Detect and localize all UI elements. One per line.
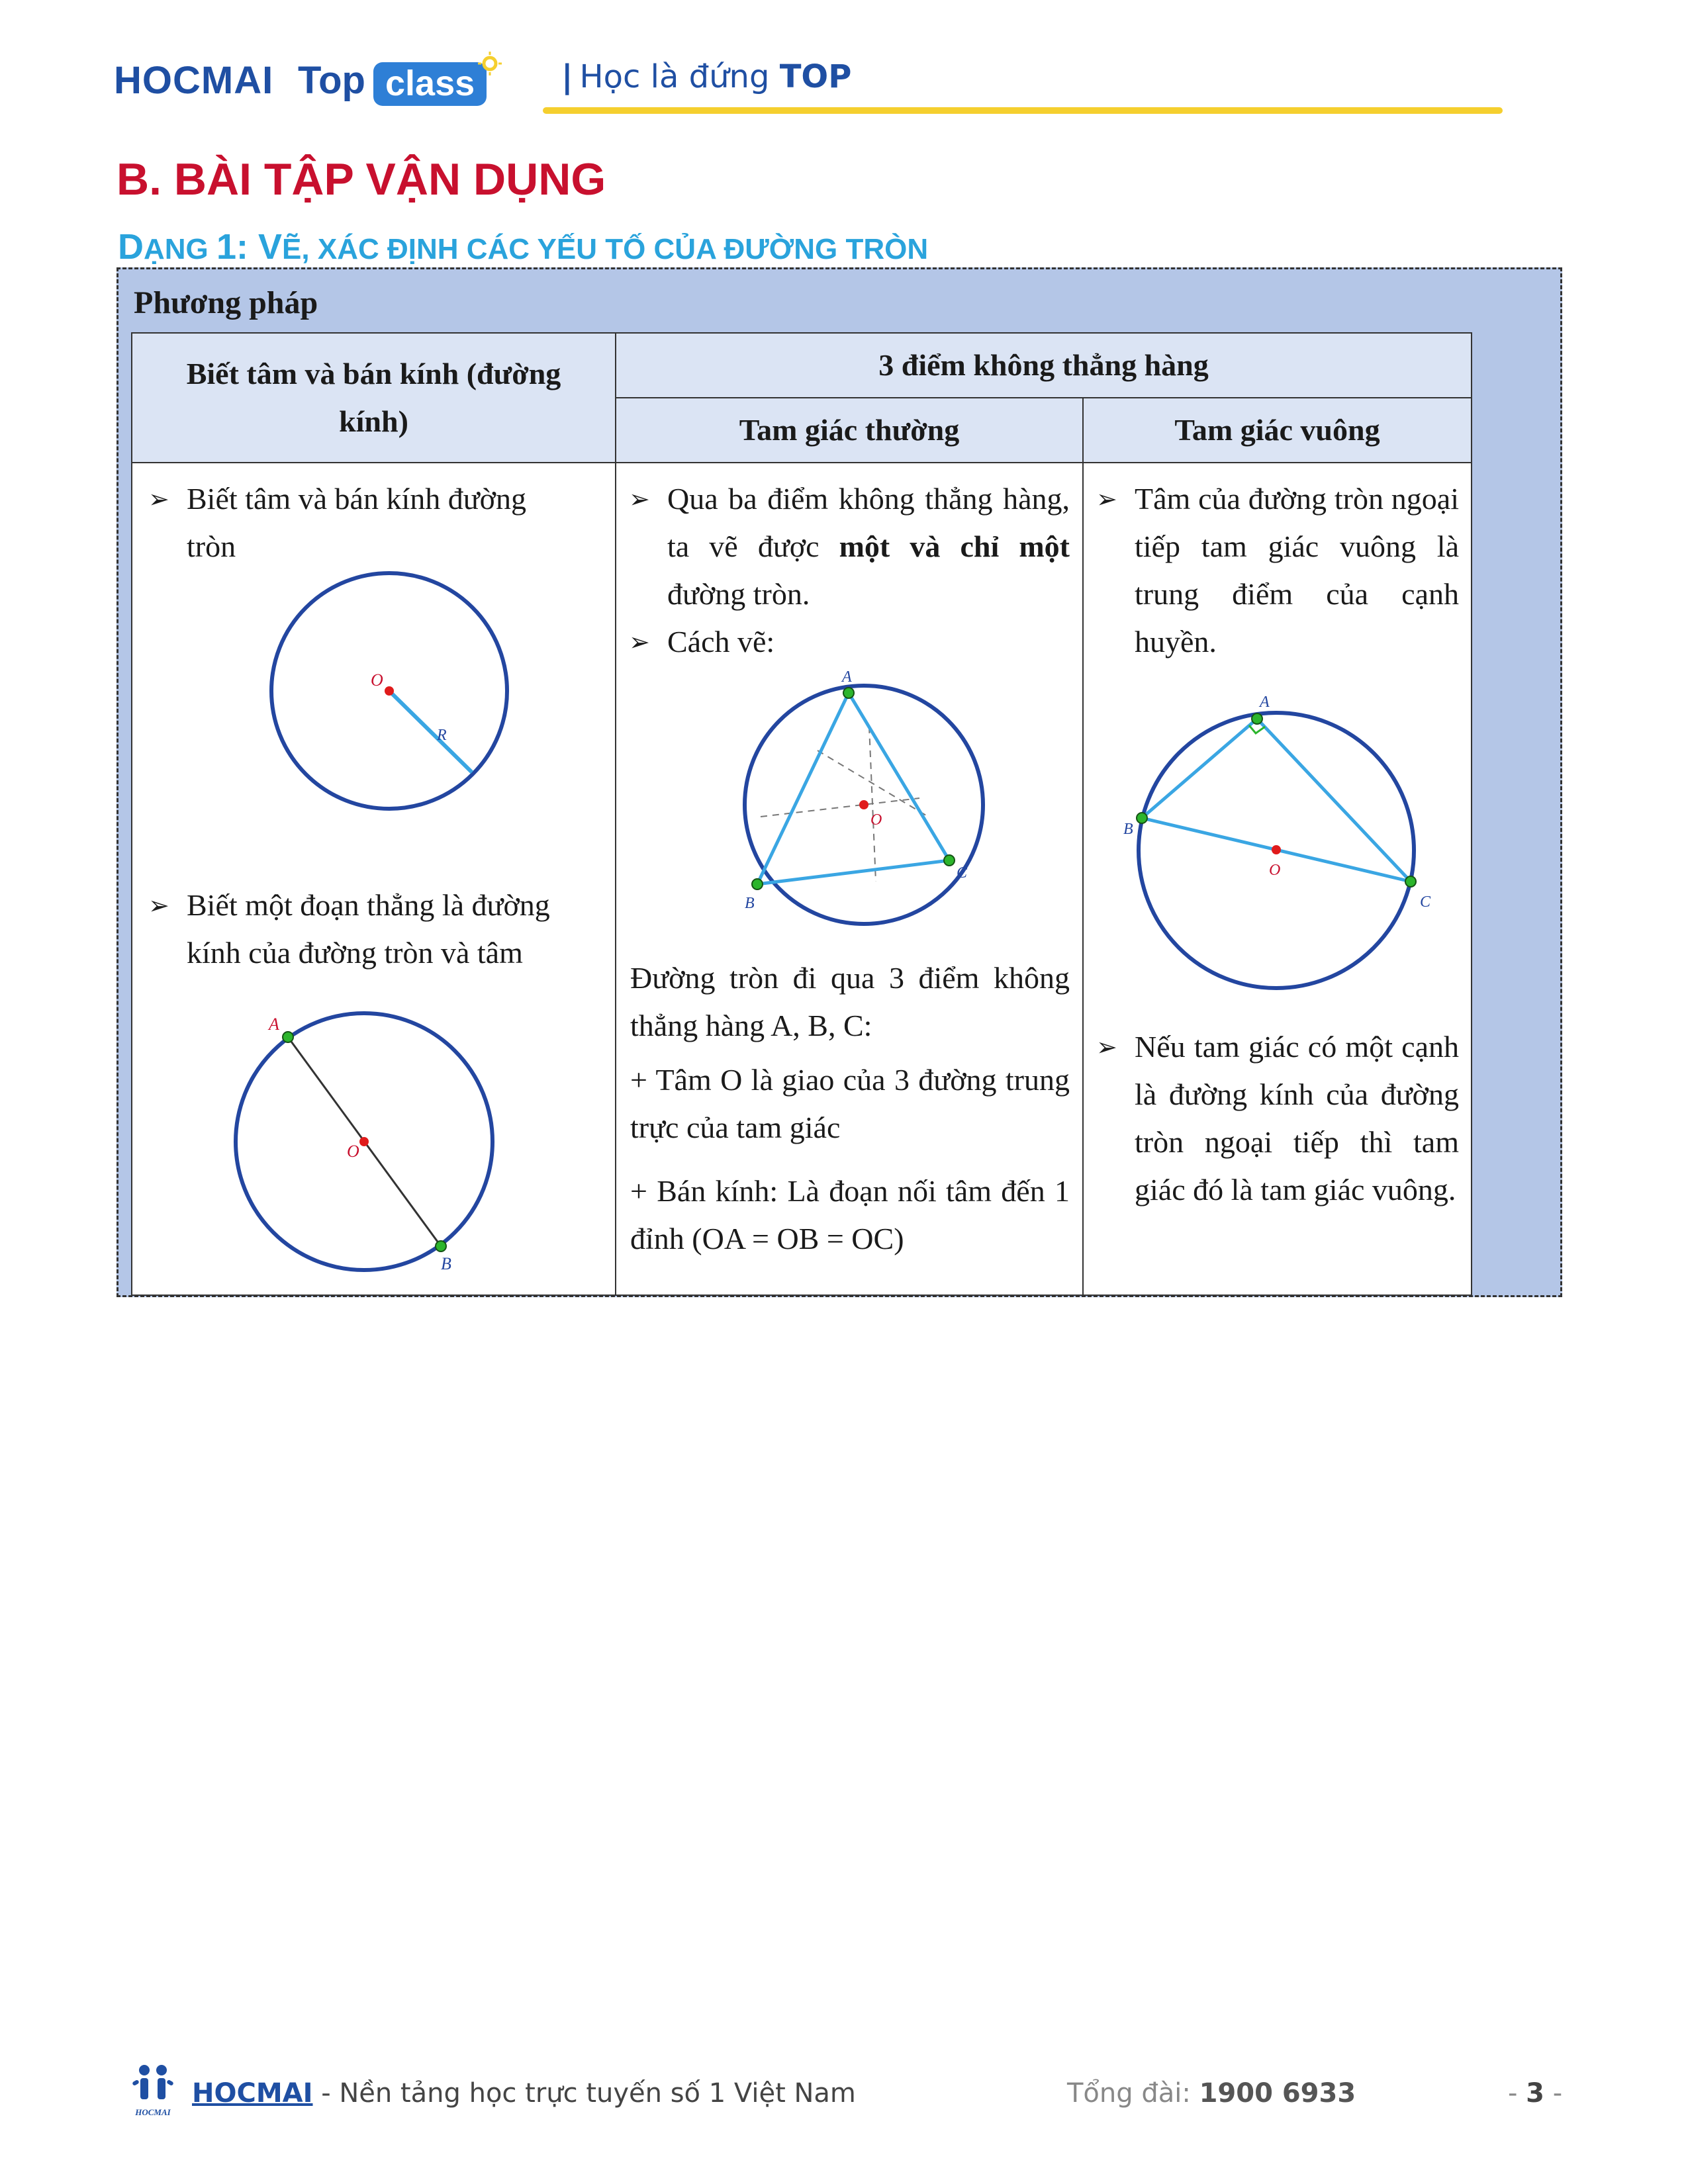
point-b	[1137, 813, 1147, 823]
point-a	[1252, 713, 1262, 724]
label-b: B	[745, 895, 755, 912]
subsection-title	[118, 226, 928, 267]
header-underline	[543, 107, 1503, 114]
point-a	[283, 1032, 293, 1042]
label-a: A	[269, 1015, 279, 1034]
col3-header-cell	[1082, 397, 1472, 463]
col2-bullet-2	[629, 618, 1070, 666]
arrow-bullet-icon: ➢	[1096, 484, 1117, 514]
col2-bullet-1	[629, 475, 1070, 618]
point-c	[944, 855, 955, 866]
center-point	[385, 686, 394, 696]
page-number-value: 3	[1526, 2078, 1544, 2109]
col3-bullet-2	[1096, 1023, 1459, 1214]
col3-bullet-2-text: Nếu tam giác có một cạnh là đường kính của đường tròn ngoại tiếp thì tam giác đó là tam giác vuông.	[1135, 1030, 1459, 1206]
subtitle-part-d: D	[118, 227, 144, 267]
col2-bullet-1-text-c: đường tròn.	[667, 577, 810, 611]
sun-icon	[477, 50, 503, 77]
col1-header-cell	[131, 332, 616, 463]
col1-header: Biết tâm và bán kính (đường kính)	[186, 357, 561, 438]
footer-hotline-label: Tổng đài:	[1067, 2078, 1199, 2109]
subtitle-part-ang: ẠNG	[144, 233, 216, 265]
arrow-bullet-icon: ➢	[148, 484, 169, 514]
col1-bullet-1	[148, 475, 559, 570]
tagline-text: Học là đứng	[579, 58, 780, 95]
col3-bullet-1-text: Tâm của đường tròn ngoại tiếp tam giác vuông là trung điểm của cạnh huyền.	[1135, 482, 1459, 659]
arrow-bullet-icon: ➢	[148, 891, 169, 920]
footer-slogan	[192, 2078, 856, 2109]
radius-segment	[389, 691, 472, 772]
col1-bullet-1-text: Biết tâm và bán kính đường tròn	[187, 482, 527, 563]
point-b	[436, 1241, 446, 1251]
col1-bullet-2-text: Biết một đoạn thẳng là đường kính của đường tròn và tâm	[187, 888, 550, 970]
circumcircle-figure	[615, 663, 1084, 941]
method-table	[131, 332, 1472, 1296]
label-r: R	[437, 727, 447, 744]
label-a: A	[842, 668, 852, 686]
col2-header-cell	[615, 397, 1084, 463]
circle-center-radius-figure	[131, 564, 616, 842]
method-label: Phương pháp	[134, 285, 318, 320]
logo-top-text: Top	[298, 59, 365, 102]
logo-class-badge	[373, 62, 487, 106]
side-ac	[1257, 719, 1411, 882]
subtitle-part-rest: Ẽ, XÁC ĐỊNH CÁC YẾU TỐ CỦA ĐƯỜNG TRÒN	[282, 233, 929, 265]
col1-bullet-2	[148, 882, 598, 977]
label-o: O	[1269, 862, 1281, 879]
footer-slogan-text: - Nền tảng học trực tuyến số 1 Việt Nam	[312, 2078, 856, 2109]
label-b: B	[1123, 821, 1133, 838]
col3-bullet-1	[1096, 475, 1459, 666]
page-number-suffix: -	[1544, 2078, 1563, 2109]
group-header-cell	[615, 332, 1472, 398]
arrow-bullet-icon: ➢	[629, 484, 650, 514]
perpendicular-bisectors	[761, 727, 926, 882]
col2-bullet-2-text: Cách vẽ:	[667, 625, 775, 659]
label-b: B	[441, 1254, 451, 1273]
col2-bullet-1-emphasis: một và chỉ một	[839, 529, 1070, 563]
tagline-top: TOP	[779, 58, 852, 95]
center-point	[359, 1137, 369, 1146]
arrow-bullet-icon: ➢	[629, 627, 650, 657]
hocmai-topclass-logo	[114, 53, 511, 113]
label-a: A	[1260, 694, 1270, 711]
right-triangle-circumcircle-figure	[1082, 676, 1472, 994]
footer-brand-link[interactable]: HOCMAI	[192, 2078, 313, 2109]
section-title: B. BÀI TẬP VẬN DỤNG	[117, 154, 606, 205]
label-o: O	[371, 670, 383, 690]
center-point	[1272, 845, 1281, 854]
label-c: C	[1420, 893, 1431, 911]
page-number-prefix: -	[1508, 2078, 1526, 2109]
logo-hocmai-text: HOCMAI	[114, 59, 274, 102]
page-number	[1508, 2078, 1562, 2109]
col2-paragraph-2: + Tâm O là giao của 3 đường trung trực của tam giác	[630, 1063, 1070, 1144]
footer-hotline-number: 1900 6933	[1199, 2078, 1356, 2109]
tagline-separator: |	[561, 58, 573, 95]
center-point	[859, 800, 868, 809]
diameter-figure	[131, 1001, 616, 1279]
header-tagline	[561, 58, 851, 95]
col3-header: Tam giác vuông	[1174, 413, 1380, 447]
triangle-abc	[757, 693, 949, 884]
col2-paragraph-3: + Bán kính: Là đoạn nối tâm đến 1 đỉnh (OA = OB = OC)	[630, 1174, 1070, 1255]
side-ab	[1142, 719, 1257, 818]
col2-header: Tam giác thường	[739, 413, 960, 447]
group-header: 3 điểm không thẳng hàng	[878, 348, 1209, 382]
point-a	[843, 688, 854, 698]
point-c	[1405, 876, 1416, 887]
col2-bullet-1-text-a: Qua ba điểm không thẳng hàng, ta vẽ được	[667, 482, 1070, 563]
hocmai-footer-logo-icon	[130, 2062, 176, 2122]
subtitle-part-number: 1: V	[216, 227, 283, 267]
label-c: C	[957, 864, 968, 882]
col2-paragraph-1: Đường tròn đi qua 3 điểm không thẳng hàng A, B, C:	[630, 961, 1070, 1042]
label-o: O	[870, 811, 882, 829]
arrow-bullet-icon: ➢	[1096, 1032, 1117, 1062]
footer-hotline	[1067, 2078, 1356, 2109]
logo-class-text: class	[385, 64, 475, 103]
label-o: O	[347, 1142, 359, 1161]
point-b	[752, 879, 763, 889]
footer-logo-text: HOCMAI	[135, 2107, 171, 2117]
